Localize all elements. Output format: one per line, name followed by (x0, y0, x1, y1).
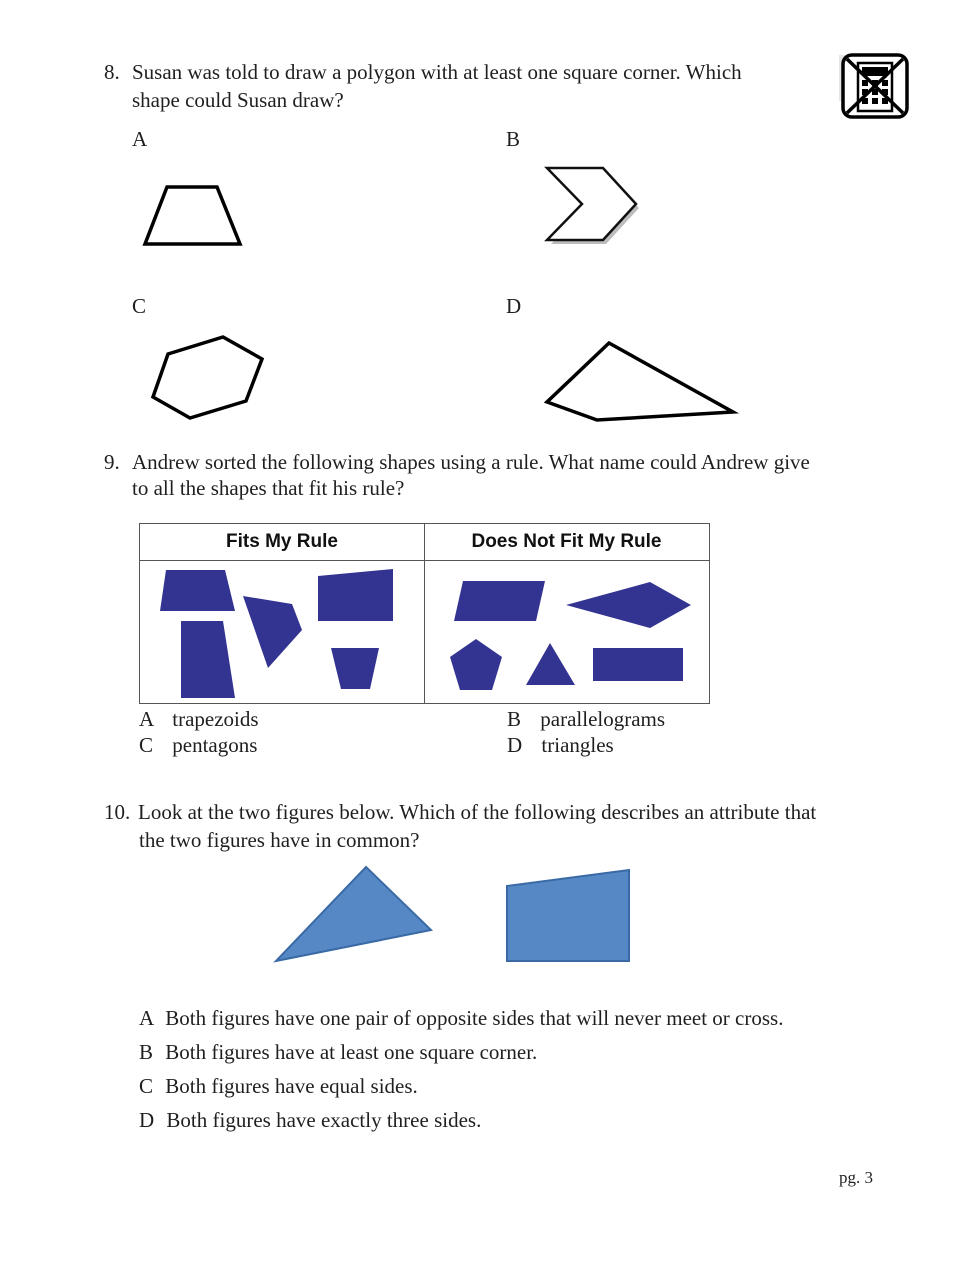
q9-answer-c-letter: C (139, 733, 154, 757)
not-fit-rule-header: Does Not Fit My Rule (424, 524, 709, 561)
q9-text-line1: Andrew sorted the following shapes using a rule. What name could Andrew give (132, 450, 810, 474)
q10-answer-c[interactable] (139, 1074, 418, 1099)
q10-quadrilateral (507, 870, 629, 961)
q8-text-line1: Susan was told to draw a polygon with at least one square corner. Which (132, 60, 742, 84)
page-number: pg. 3 (839, 1168, 873, 1187)
q8-text-line2: shape could Susan draw? (132, 88, 344, 112)
q9-text-line2: to all the shapes that fit his rule? (132, 476, 405, 500)
fits-rule-header: Fits My Rule (140, 524, 424, 561)
q10-answer-a-text: Both figures have one pair of opposite sides that will never meet or cross. (165, 1006, 784, 1030)
q10-triangle (276, 867, 431, 961)
q9-answer-b-text: parallelograms (540, 707, 666, 731)
q10-text-line2: the two figures have in common? (139, 828, 420, 852)
q10-answer-c-text: Both figures have equal sides. (165, 1074, 418, 1098)
q10-answer-a[interactable] (139, 1006, 783, 1031)
q9-number: 9. (104, 450, 120, 474)
q10-answer-d[interactable] (139, 1108, 481, 1133)
q10-text-line1: Look at the two figures below. Which of the following describes an attribute that (138, 800, 817, 824)
q8-option-d-label: D (506, 294, 522, 318)
q9-answer-d-letter: D (507, 733, 523, 757)
q8-option-a-label: A (132, 127, 148, 151)
q10-answer-b-letter: B (139, 1040, 154, 1064)
q9-answer-a-letter: A (139, 707, 154, 731)
q10-answer-c-letter: C (139, 1074, 154, 1098)
q9-answer-d-text: triangles (541, 733, 614, 757)
q9-answer-c-text: pentagons (172, 733, 258, 757)
q9-answer-b-letter: B (507, 707, 522, 731)
q10-answer-d-letter: D (139, 1108, 155, 1132)
q10-number: 10. (104, 800, 131, 824)
q9-answer-a-text: trapezoids (172, 707, 259, 731)
q10-answer-b-text: Both figures have at least one square corner. (165, 1040, 538, 1064)
q8-number: 8. (104, 60, 120, 84)
q10-answer-d-text: Both figures have exactly three sides. (166, 1108, 482, 1132)
q8-option-b-label: B (506, 127, 521, 151)
q8-option-c-label: C (132, 294, 147, 318)
q10-answer-a-letter: A (139, 1006, 154, 1030)
q10-answer-b[interactable] (139, 1040, 537, 1065)
